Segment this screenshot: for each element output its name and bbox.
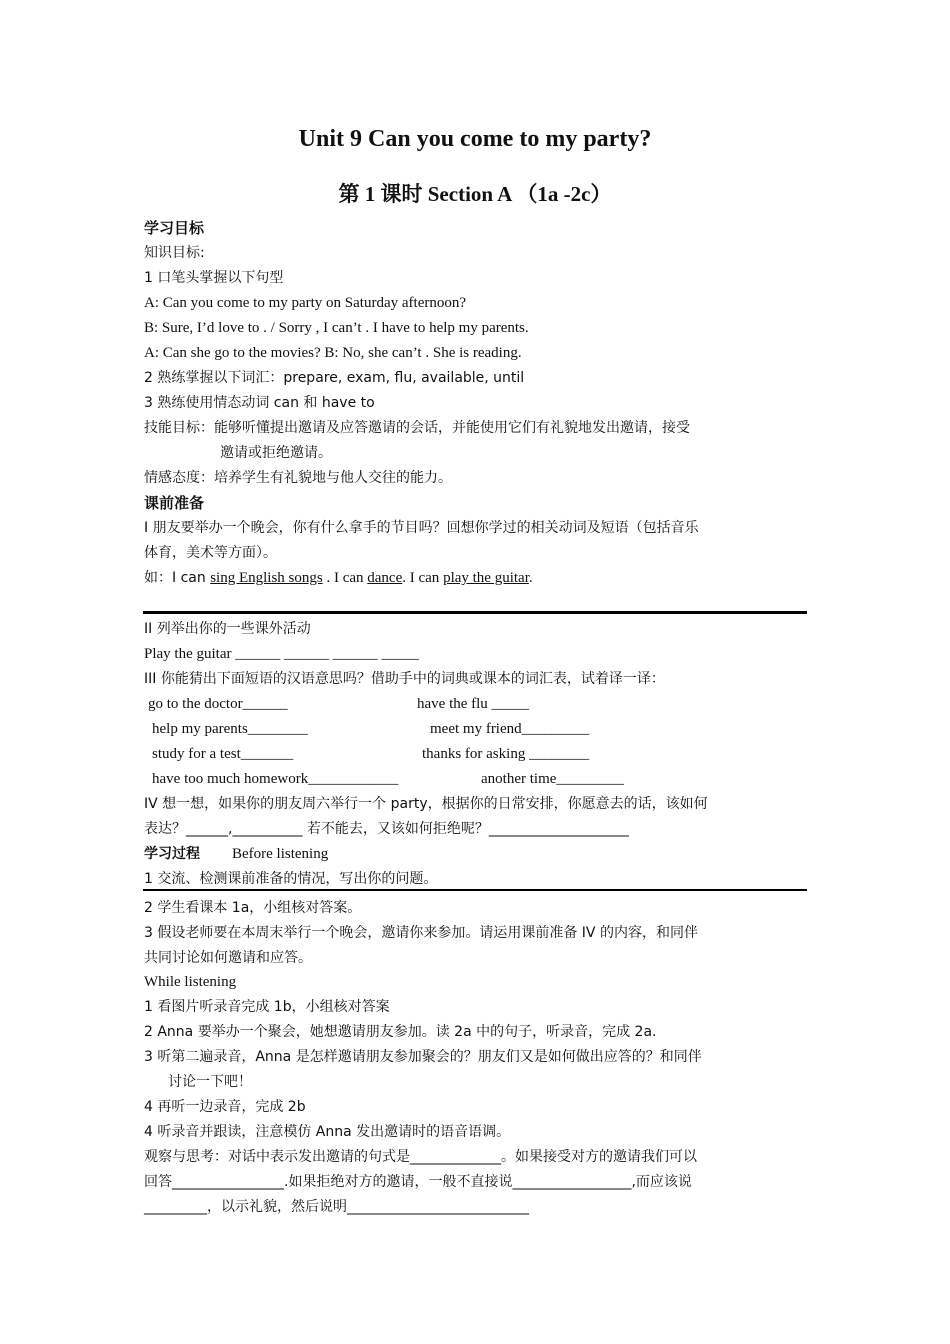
observe-line-2: 回答________________.如果拒绝对方的邀请，一般不直接说_________________,而应该说	[144, 1174, 692, 1190]
prep-heading: 课前准备	[144, 494, 205, 512]
example-3: play the guitar	[443, 570, 529, 586]
phrase-left: have too much homework____________	[152, 771, 399, 787]
while-step-3-cont: 讨论一下吧！	[168, 1074, 252, 1090]
phrase-left: help my parents________	[152, 721, 308, 737]
part2-line: Play the guitar ______ ______ ______ _____	[144, 646, 419, 662]
phrase-right: another time_________	[481, 771, 624, 787]
phrase-right: meet my friend_________	[430, 721, 590, 737]
example-sep-2: . I can	[402, 570, 444, 586]
phrase-right: thanks for asking ________	[422, 746, 590, 762]
prep-item-1-cont: 体育，美术等方面）。	[144, 545, 277, 561]
while-listening: While listening	[144, 974, 237, 990]
sentence-pattern-c: A: Can she go to the movies? B: No, she can’t . She is reading.	[144, 345, 522, 361]
knowledge-goal-label: 知识目标:	[144, 245, 205, 261]
observe-line-3: _________，以示礼貌，然后说明__________________________	[144, 1199, 529, 1215]
part4-line-2: 表达？______,__________ 若不能去，又该如何拒绝呢？____________________	[144, 821, 629, 837]
section-divider	[143, 889, 807, 891]
sentence-pattern-a: A: Can you come to my party on Saturday afternoon?	[144, 295, 467, 311]
phrase-left: study for a test_______	[152, 746, 294, 762]
lesson-subtitle: 第 1 课时 Section A （1a -2c）	[338, 182, 612, 206]
while-step-3: 3 听第二遍录音，Anna 是怎样邀请朋友参加聚会的？朋友们又是如何做出应答的？和同伴	[144, 1049, 702, 1065]
while-step-1: 1 看图片听录音完成 1b，小组核对答案	[144, 999, 390, 1015]
phrase-left: go to the doctor______	[148, 696, 288, 712]
example-sep-1: . I can	[322, 570, 368, 586]
knowledge-item-3: 3 熟练使用情态动词 can 和 have to	[144, 395, 375, 411]
emotion-goal: 情感态度：培养学生有礼貌地与他人交往的能力。	[144, 470, 452, 486]
while-step-4: 4 再听一边录音，完成 2b	[144, 1099, 306, 1115]
step-3: 3 假设老师要在本周末举行一个晚会，邀请你来参加。请运用课前准备 IV 的内容，和同伴	[144, 925, 698, 941]
step-3-cont: 共同讨论如何邀请和应答。	[144, 950, 312, 966]
part2-heading: II 列举出你的一些课外活动	[144, 621, 311, 637]
prep-example	[144, 568, 533, 588]
page-title: Unit 9 Can you come to my party?	[298, 126, 652, 152]
prep-item-1: I 朋友要举办一个晚会，你有什么拿手的节目吗？回想你学过的相关动词及短语（包括音乐	[144, 520, 699, 536]
example-end: .	[528, 570, 533, 586]
step-1: 1 交流、检测课前准备的情况，写出你的问题。	[144, 871, 438, 887]
part4-line-1: IV 想一想，如果你的朋友周六举行一个 party，根据你的日常安排，你愿意去的话，该如何	[144, 796, 708, 812]
process-heading: 学习过程	[144, 846, 200, 862]
observe-line-1: 观察与思考：对话中表示发出邀请的句式是_____________。如果接受对方的邀请我们可以	[144, 1149, 697, 1165]
while-step-2: 2 Anna 要举办一个聚会，她想邀请朋友参加。读 2a 中的句子，听录音，完成 2a.	[144, 1024, 657, 1040]
process-heading-line	[144, 844, 328, 864]
skill-goal-cont: 邀请或拒绝邀请。	[220, 445, 332, 461]
part3-heading: III 你能猜出下面短语的汉语意思吗？借助手中的词典或课本的词汇表，试着译一译：	[144, 671, 665, 687]
skill-goal: 技能目标：能够听懂提出邀请及应答邀请的会话，并能使用它们有礼貌地发出邀请，接受	[144, 420, 690, 436]
section-divider	[143, 611, 807, 614]
before-listening: Before listening	[232, 846, 329, 862]
example-2: dance	[367, 570, 403, 586]
example-prefix: 如：I can	[144, 570, 211, 586]
goals-heading: 学习目标	[144, 219, 205, 237]
while-step-5: 4 听录音并跟读，注意模仿 Anna 发出邀请时的语音语调。	[144, 1124, 511, 1140]
step-2: 2 学生看课本 1a，小组核对答案。	[144, 900, 362, 916]
sentence-pattern-b: B: Sure, I’d love to . / Sorry , I can’t . I have to help my parents.	[144, 320, 529, 336]
example-1: sing English songs	[210, 570, 323, 586]
knowledge-item-1: 1 口笔头掌握以下句型	[144, 270, 284, 286]
phrase-right: have the flu _____	[417, 696, 530, 712]
knowledge-item-2: 2 熟练掌握以下词汇：prepare, exam, flu, available, until	[144, 370, 525, 386]
